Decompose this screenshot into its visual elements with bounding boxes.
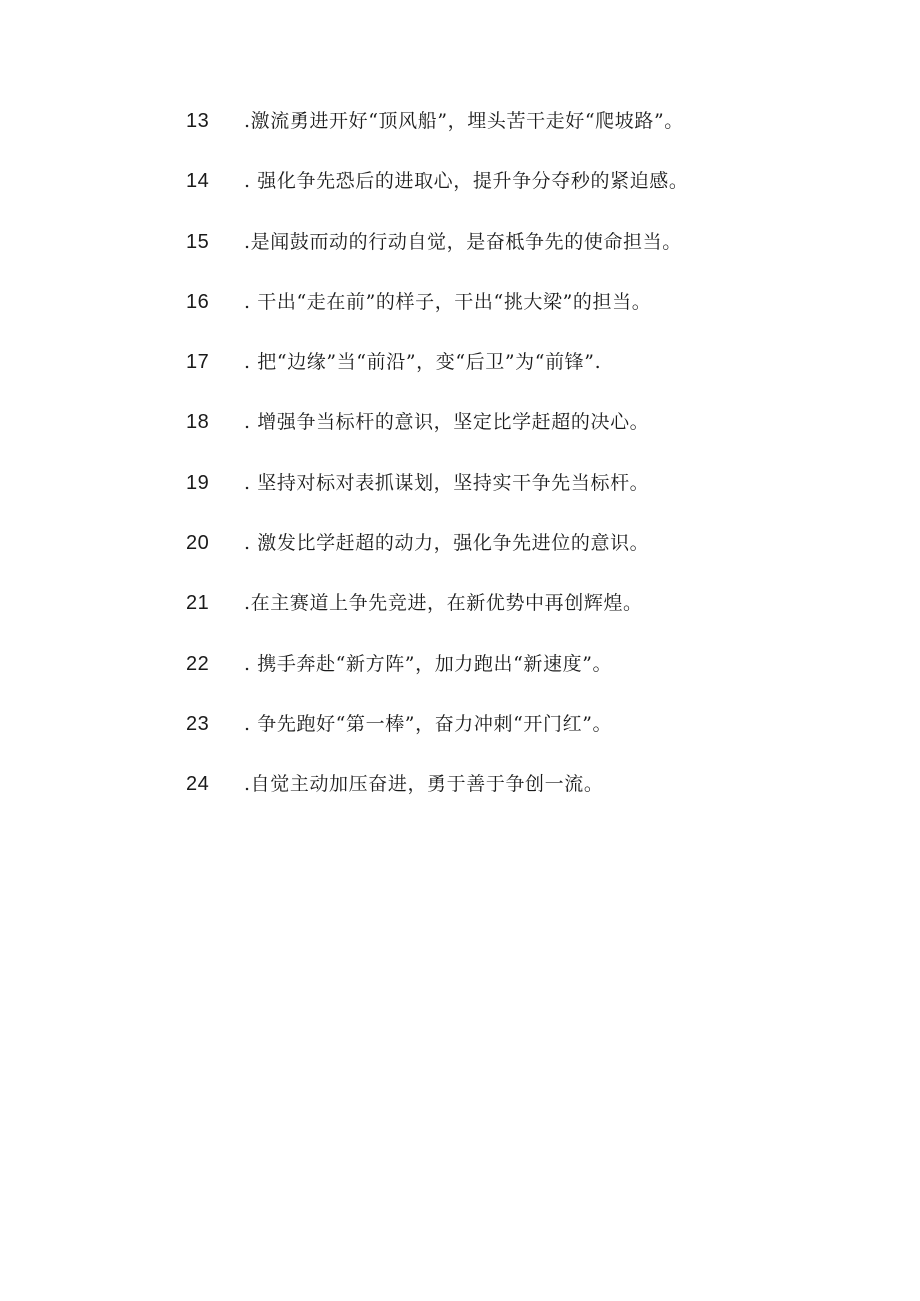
item-number: 23 bbox=[186, 712, 210, 735]
list-item bbox=[186, 344, 688, 404]
item-text: .自觉主动加压奋进，勇于善于争创一流。 bbox=[244, 773, 604, 796]
item-text: . 携手奔赴“新方阵”，加力跑出“新速度”。 bbox=[244, 652, 613, 675]
item-number: 21 bbox=[186, 592, 210, 615]
item-number: 19 bbox=[186, 471, 210, 494]
list-item bbox=[186, 646, 688, 706]
item-text: . 争先跑好“第一棒”，奋力冲刺“开门红”。 bbox=[244, 712, 613, 735]
list-item bbox=[186, 163, 688, 223]
list-item bbox=[186, 404, 688, 464]
item-text: . 强化争先恐后的进取心，提升争分夺秒的紧迫感。 bbox=[244, 170, 689, 193]
item-text: . 激发比学赶超的动力，强化争先进位的意识。 bbox=[244, 532, 650, 555]
item-text: . 增强争当标杆的意识，坚定比学赶超的决心。 bbox=[244, 411, 650, 434]
item-text: .在主赛道上争先竞进，在新优势中再创辉煌。 bbox=[244, 592, 643, 615]
list-item bbox=[186, 284, 688, 344]
item-number: 24 bbox=[186, 773, 210, 796]
item-text: . 干出“走在前”的样子，干出“挑大梁”的担当。 bbox=[244, 290, 652, 313]
item-text: . 坚持对标对表抓谋划，坚持实干争先当标杆。 bbox=[244, 471, 650, 494]
item-number: 14 bbox=[186, 170, 210, 193]
list-item bbox=[186, 224, 688, 284]
numbered-list bbox=[186, 103, 688, 827]
item-number: 13 bbox=[186, 110, 210, 132]
item-text: .是闻鼓而动的行动自觉，是奋柢争先的使命担当。 bbox=[244, 230, 682, 253]
list-item bbox=[186, 103, 688, 163]
item-text: . 把“边缘”当“前沿”，变“后卫”为“前锋”. bbox=[244, 351, 602, 374]
list-item bbox=[186, 585, 688, 645]
item-text: .激流勇进开好“顶风船”，埋头苦干走好“爬坡路”。 bbox=[244, 110, 684, 132]
list-item bbox=[186, 465, 688, 525]
item-number: 17 bbox=[186, 351, 210, 374]
item-number: 15 bbox=[186, 230, 210, 253]
list-item bbox=[186, 525, 688, 585]
item-number: 16 bbox=[186, 290, 210, 313]
item-number: 18 bbox=[186, 411, 210, 434]
list-item bbox=[186, 706, 688, 766]
item-number: 22 bbox=[186, 652, 210, 675]
item-number: 20 bbox=[186, 532, 210, 555]
list-item bbox=[186, 766, 688, 826]
